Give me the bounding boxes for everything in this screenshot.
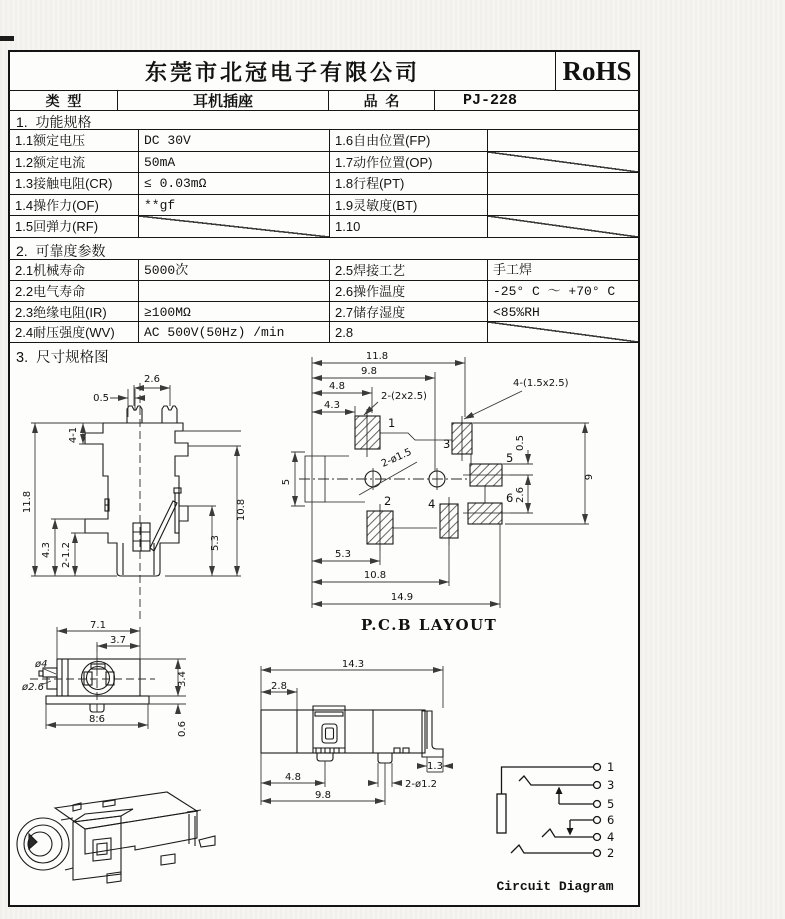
dim-label: 2.6 [515,487,526,503]
circuit-terminals [594,764,601,857]
dim-label: ø4 [35,659,48,670]
spec-label: 1.9灵敏度(BT) [329,194,487,216]
spec-label: 1.10 [329,215,487,237]
datasheet-frame [8,50,640,907]
dim-label: 4.8 [329,381,345,392]
drawing-front-view [18,619,200,746]
dim-label: 2.8 [271,681,287,692]
product-name-value: PJ-228 [435,90,638,110]
dim-label: 4-1 [68,426,79,444]
spec-label: 2.4耐压强度(WV) [10,321,138,342]
terminal-number: 6 [607,813,615,827]
drawing-pcb-layout [277,345,625,637]
dim-label: 14.9 [390,592,414,603]
pcb-dimensions [291,357,589,608]
dim-label: 11.8 [22,490,33,514]
dim-label: 11.8 [365,351,389,362]
top-view-outline [85,406,188,576]
drawing-side-view [253,656,460,811]
pad-number: 3 [443,437,451,451]
type-label: 类 型 [10,90,118,110]
pad-number: 2 [384,494,392,508]
pad-number: 6 [506,491,514,505]
pad-number: 4 [428,497,436,511]
dim-label: 0.5 [515,435,526,451]
spec-value: **gf [138,194,329,216]
spec-value-na [487,321,638,342]
terminal-number: 3 [607,778,615,792]
dim-label: 9.8 [361,366,377,377]
dim-label: 2-1.2 [61,542,72,568]
dim-label: 2.6 [144,374,160,385]
section3-title: 3. 尺寸规格图 [16,350,109,366]
spec-label: 1.4操作力(OF) [10,194,138,216]
dim-label: 1.3 [427,761,443,772]
dim-label: 7.1 [90,620,106,631]
dim-label: 2-ø1.2 [405,779,437,790]
spec-value: -25° C ～ +70° C [487,280,638,301]
spec-label: 1.3接触电阻(CR) [10,172,138,194]
dim-label: 4-(1.5x2.5) [513,378,569,389]
spec-label: 2.8 [329,321,487,342]
drawing-isometric-view [15,784,230,904]
dim-label: 5 [281,478,292,486]
spec-label: 1.2额定电流 [10,151,138,173]
spec-label: 2.7储存湿度 [329,301,487,322]
dim-label: 0.5 [93,393,109,404]
spec-value: 5000次 [138,259,329,280]
section1-title: 1. 功能规格 [10,110,638,129]
pcb-pads [355,416,502,544]
spec-label: 2.6操作温度 [329,280,487,301]
spec-value [487,194,638,216]
spec-label: 2.3绝缘电阻(IR) [10,301,138,322]
spec-label: 2.2电气寿命 [10,280,138,301]
dimension-drawings-area [10,342,638,905]
spec-value [138,280,329,301]
rohs-badge: RoHS [562,55,632,86]
spec-value: AC 500V(50Hz) /min [138,321,329,342]
dim-label: 2-(2x2.5) [381,391,427,402]
spec-label: 1.8行程(PT) [329,172,487,194]
spec-value-na [487,215,638,237]
pad-number: 1 [388,416,396,430]
product-name-label: 品 名 [329,90,435,110]
dim-label: 4.8 [285,772,301,783]
drawing-circuit-diagram [478,749,632,901]
dim-label: 9 [584,473,595,481]
section2-table [10,259,638,342]
dim-label: 4.3 [324,400,340,411]
circuit-diagram-caption: Circuit Diagram [496,879,614,894]
dim-label: 9.8 [315,790,331,801]
pcb-layout-caption: P.C.B LAYOUT [361,616,498,634]
dim-label: ø2.6 [22,682,45,693]
dim-label: 0.6 [177,721,188,737]
dim-label: 3.7 [110,635,126,646]
circuit-arrows [556,787,574,836]
scan-artifact [0,36,14,41]
side-view-outline [261,706,443,763]
spec-label: 1.5回弹力(RF) [10,215,138,237]
dim-label: 4.3 [41,542,52,558]
section1-table [10,129,638,237]
dim-label: 2-ø1.5 [379,446,414,470]
spec-value: ≥100MΩ [138,301,329,322]
spec-value-na [487,151,638,173]
terminal-number: 4 [607,830,615,844]
terminal-number: 2 [607,846,615,860]
spec-value: 50mA [138,151,329,173]
dim-label: 3.4 [177,671,188,687]
drawing-top-view [22,369,295,646]
spec-value: ≤ 0.03mΩ [138,172,329,194]
company-name: 东莞市北冠电子有限公司 [10,52,556,90]
dim-label: 10.8 [236,498,247,522]
dim-label: 10.8 [363,570,387,581]
circuit-wires [497,767,594,853]
terminal-number: 1 [607,760,615,774]
spec-value: 手工焊 [487,259,638,280]
dim-label: 5.3 [210,535,221,551]
isometric-sketch [17,792,215,883]
spec-value [487,129,638,151]
spec-value: DC 30V [138,129,329,151]
spec-label: 2.5焊接工艺 [329,259,487,280]
dim-label: 5.3 [335,549,351,560]
spec-label: 1.1额定电压 [10,129,138,151]
spec-value [487,172,638,194]
spec-label: 2.1机械寿命 [10,259,138,280]
spec-label: 1.6自由位置(FP) [329,129,487,151]
pad-number: 5 [506,451,514,465]
type-value: 耳机插座 [118,90,329,110]
dim-label: 14.3 [341,659,365,670]
dim-label: 8.6 [89,714,105,725]
spec-value-na [138,215,329,237]
spec-value: <85%RH [487,301,638,322]
spec-label: 1.7动作位置(OP) [329,151,487,173]
front-view-outline [39,659,149,712]
section2-title: 2. 可靠度参数 [10,237,638,259]
terminal-number: 5 [607,797,615,811]
